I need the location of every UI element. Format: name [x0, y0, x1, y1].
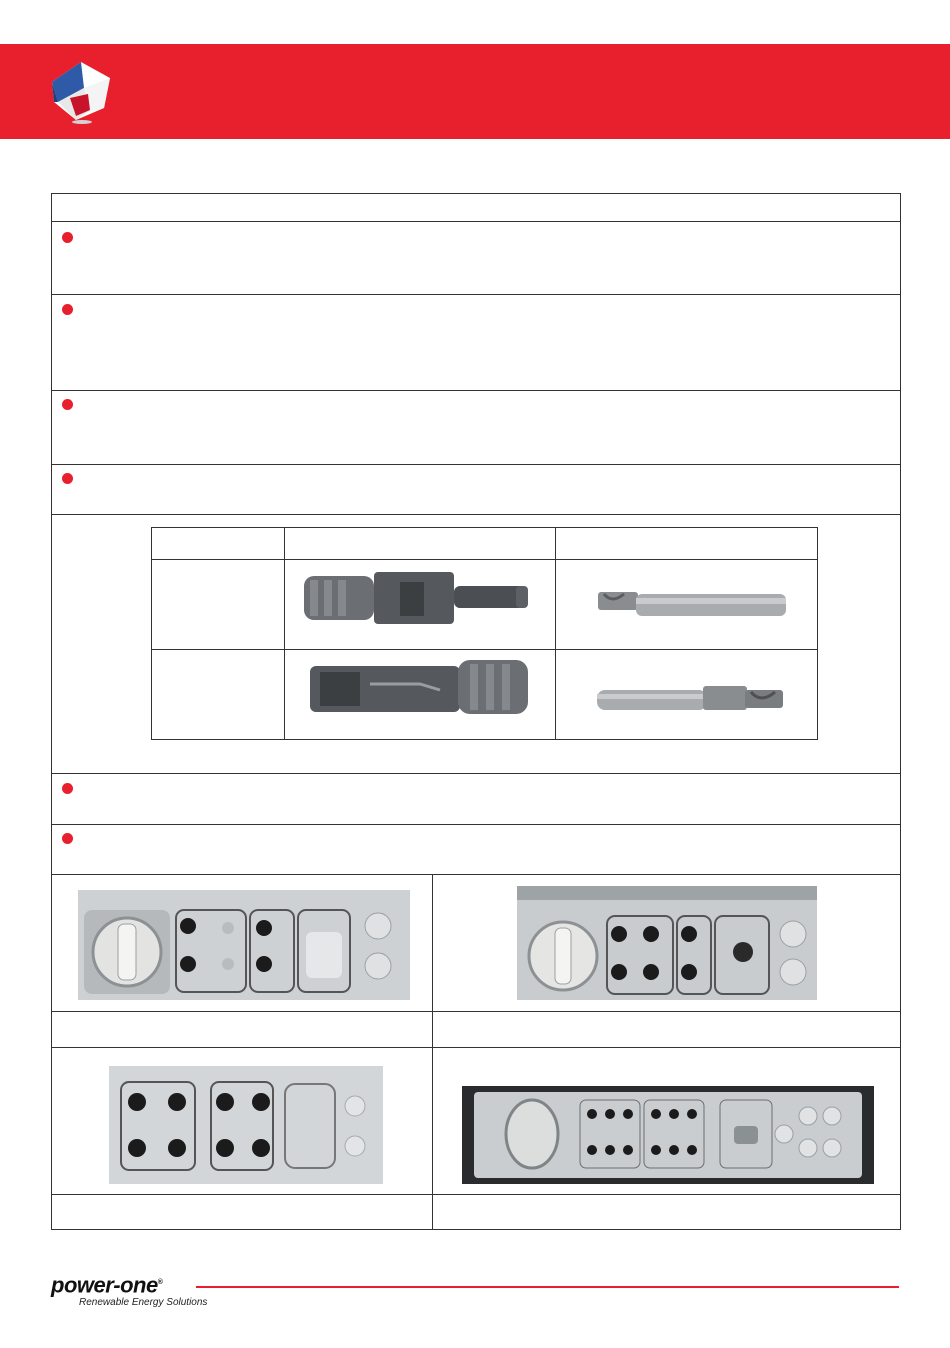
female-pin-contact-image: [595, 680, 785, 716]
female-connector-image: [310, 656, 530, 720]
brand-name: power-one®: [51, 1272, 163, 1298]
row-divider: [52, 1011, 900, 1012]
table-col-divider: [284, 528, 285, 739]
inverter-panel-photo-3: [109, 1066, 383, 1184]
bullet-icon: [62, 833, 73, 844]
bullet-icon: [62, 399, 73, 410]
row-divider: [52, 464, 900, 465]
header-band: [0, 44, 950, 139]
inverter-panel-photo-4: [462, 1086, 874, 1184]
bullet-icon: [62, 304, 73, 315]
brand-tagline: Renewable Energy Solutions: [79, 1297, 208, 1309]
row-divider: [52, 874, 900, 875]
bullet-icon: [62, 232, 73, 243]
table-row-divider: [152, 559, 817, 560]
power-one-cube-logo-icon: [48, 58, 114, 124]
male-connector-image: [304, 568, 534, 628]
male-pin-contact-image: [598, 588, 788, 622]
content-frame: [51, 193, 901, 1230]
inverter-panel-photo-1: [78, 890, 410, 1000]
inverter-panel-photo-2: [517, 886, 817, 1000]
footer-rule: [196, 1286, 899, 1288]
row-divider: [52, 390, 900, 391]
row-divider: [52, 294, 900, 295]
table-col-divider: [555, 528, 556, 739]
column-divider: [432, 875, 433, 1230]
row-divider: [52, 1047, 900, 1048]
row-divider: [52, 773, 900, 774]
footer-logo: [51, 1272, 207, 1308]
bullet-icon: [62, 473, 73, 484]
bullet-icon: [62, 783, 73, 794]
connector-table: [151, 527, 818, 740]
table-row-divider: [152, 649, 817, 650]
row-divider: [52, 1194, 900, 1195]
row-divider: [52, 824, 900, 825]
row-divider: [52, 514, 900, 515]
row-divider: [52, 221, 900, 222]
